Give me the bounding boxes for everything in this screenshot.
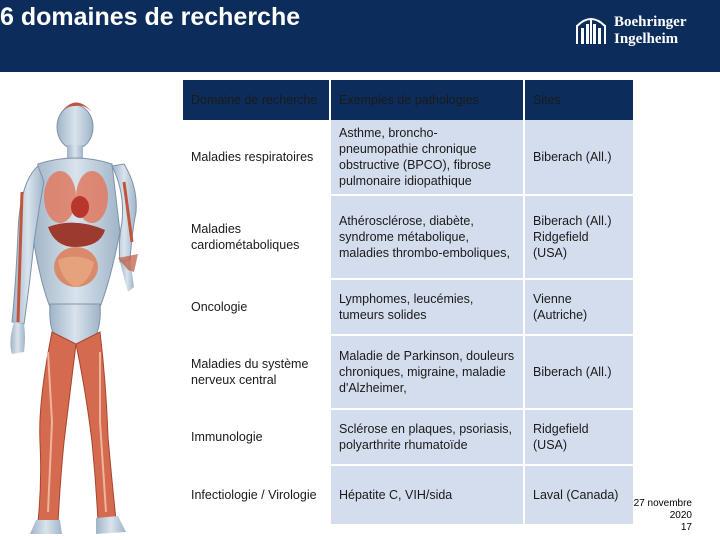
sites-cell: Laval (Canada) [525, 466, 633, 526]
domain-cell: Maladies respiratoires [183, 120, 329, 196]
domain-cell: Immunologie [183, 410, 329, 466]
pathologies-cell: Hépatite C, VIH/sida [329, 466, 525, 526]
header-bar [0, 0, 720, 72]
column-header-pathologies: Exemples de pathologies [329, 80, 525, 120]
slide-footer [634, 498, 692, 534]
page-title: 6 domaines de recherche [0, 3, 301, 31]
footer-date-line-1: 27 novembre [633, 498, 692, 509]
pathologies-cell: Maladie de Parkinson, douleurs chroniques, migraine, maladie d'Alzheimer, [329, 336, 525, 410]
logo-line-2: Ingelheim [614, 31, 679, 47]
table-header-row [183, 80, 633, 120]
pathologies-cell: Athérosclérose, diabète, syndrome métabolique, maladies thrombo-emboliques, [329, 196, 525, 280]
table-row [183, 120, 633, 196]
sites-cell: Biberach (All.) [525, 336, 633, 410]
sites-cell: Ridgefield (USA) [525, 410, 633, 466]
pathologies-cell: Asthme, broncho-pneumopathie chronique obstructive (BPCO), fibrose pulmonaire idiopathique [329, 120, 525, 196]
page-number: 17 [680, 522, 692, 533]
sites-cell: Biberach (All.) Ridgefield (USA) [525, 196, 633, 280]
table-row [183, 410, 633, 466]
column-header-sites: Sites [525, 80, 633, 120]
table-row [183, 196, 633, 280]
pathologies-cell: Sclérose en plaques, psoriasis, polyarthrite rhumatoïde [329, 410, 525, 466]
logo-emblem-icon [574, 14, 608, 48]
domain-cell: Infectiologie / Virologie [183, 466, 329, 526]
anatomy-figure-illustration [0, 82, 185, 540]
column-header-domain: Domaine de recherche [183, 80, 329, 120]
footer-date-line-2: 2020 [669, 510, 692, 521]
table-row [183, 336, 633, 410]
logo-line-1: Boehringer [614, 14, 687, 30]
table-row [183, 466, 633, 526]
pathologies-cell: Lymphomes, leucémies, tumeurs solides [329, 280, 525, 336]
domain-cell: Oncologie [183, 280, 329, 336]
sites-cell: Biberach (All.) [525, 120, 633, 196]
domain-cell: Maladies cardiométaboliques [183, 196, 329, 280]
research-domains-table [183, 80, 633, 526]
company-logo [574, 14, 706, 50]
sites-cell: Vienne (Autriche) [525, 280, 633, 336]
table-row [183, 280, 633, 336]
domain-cell: Maladies du système nerveux central [183, 336, 329, 410]
